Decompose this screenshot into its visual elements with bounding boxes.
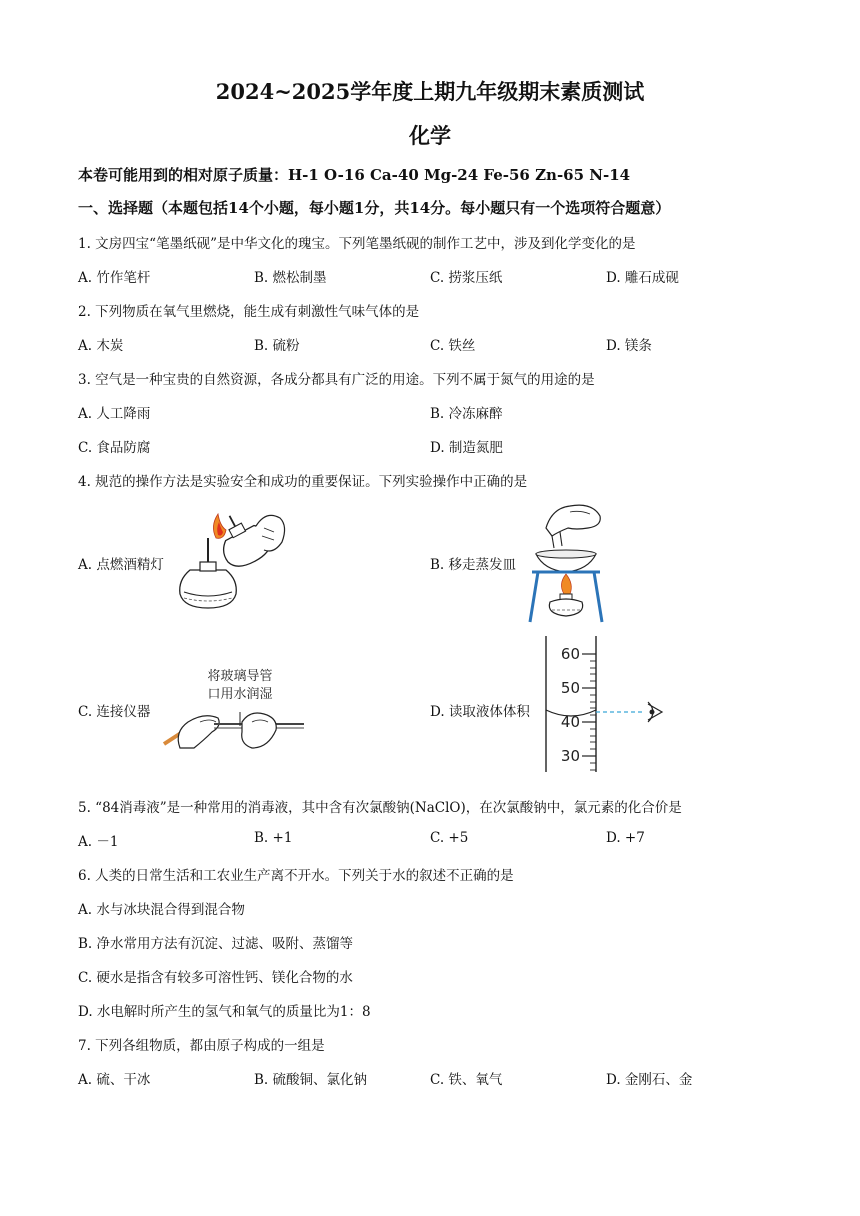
cylinder-tick-60: 60 <box>560 645 580 663</box>
question-7-option-b: B. 硫酸铜、氯化钠 <box>254 1072 368 1088</box>
figure-c-caption-line1: 将玻璃导管 <box>207 669 273 684</box>
question-6-option-d: D. 水电解时所产生的氢气和氧气的质量比为1：8 <box>78 1004 371 1020</box>
question-6-stem: 6. 人类的日常生活和工农业生产离不开水。下列关于水的叙述不正确的是 <box>78 868 514 884</box>
figure-connect-instruments <box>160 660 310 752</box>
question-5-option-a: A. －1 <box>78 834 119 850</box>
question-6-option-c: C. 硬水是指含有较多可溶性钙、镁化合物的水 <box>78 970 353 986</box>
question-2-option-d: D. 镁条 <box>606 338 652 354</box>
section-heading: 一、选择题（本题包括14个小题，每小题1分，共14分。每小题只有一个选项符合题意） <box>78 199 671 217</box>
question-3-option-b: B. 冷冻麻醉 <box>430 406 503 422</box>
question-4-option-c: C. 连接仪器 <box>78 704 151 720</box>
question-7-option-c: C. 铁、氧气 <box>430 1072 503 1088</box>
cylinder-tick-50: 50 <box>560 679 580 697</box>
cylinder-tick-40: 40 <box>560 713 580 731</box>
question-3-option-d: D. 制造氮肥 <box>430 440 503 456</box>
question-5-option-b: B. +1 <box>254 830 293 846</box>
question-5-option-c: C. +5 <box>430 830 469 846</box>
question-5-option-d: D. +7 <box>606 830 645 846</box>
question-1-option-a: A. 竹作笔杆 <box>78 270 151 286</box>
question-2-stem: 2. 下列物质在氧气里燃烧，能生成有刺激性气味气体的是 <box>78 304 420 320</box>
question-6-option-b: B. 净水常用方法有沉淀、过滤、吸附、蒸馏等 <box>78 936 354 952</box>
exam-title: 2024~2025学年度上期九年级期末素质测试 <box>215 79 645 104</box>
question-7-option-d: D. 金刚石、金 <box>606 1072 693 1088</box>
question-4-stem: 4. 规范的操作方法是实验安全和成功的重要保证。下列实验操作中正确的是 <box>78 474 528 490</box>
question-6-option-a: A. 水与冰块混合得到混合物 <box>78 902 245 918</box>
question-3-stem: 3. 空气是一种宝贵的自然资源，各成分都具有广泛的用途。下列不属于氮气的用途的是 <box>78 372 595 388</box>
figure-evaporating-dish <box>524 498 608 624</box>
question-2-option-b: B. 硫粉 <box>254 338 300 354</box>
question-4-option-b: B. 移走蒸发皿 <box>430 557 517 573</box>
question-2-option-c: C. 铁丝 <box>430 338 476 354</box>
question-7-stem: 7. 下列各组物质，都由原子构成的一组是 <box>78 1038 325 1054</box>
question-1-option-b: B. 燃松制墨 <box>254 270 327 286</box>
figure-c-caption-line2: 口用水润湿 <box>207 687 273 702</box>
question-5-stem: 5. “84消毒液”是一种常用的消毒液，其中含有次氯酸钠(NaClO)，在次氯酸钠中，氯元素的化合价是 <box>78 800 682 816</box>
atomic-masses: 本卷可能用到的相对原子质量：H-1 O-16 Ca-40 Mg-24 Fe-56 Zn-65 N-14 <box>78 166 631 184</box>
figure-graduated-cylinder <box>540 636 670 776</box>
question-1-option-c: C. 捞浆压纸 <box>430 270 503 286</box>
question-3-option-a: A. 人工降雨 <box>78 406 151 422</box>
question-1-option-d: D. 雕石成砚 <box>606 270 679 286</box>
figure-alcohol-lamp-lighting <box>170 508 290 613</box>
cylinder-tick-30: 30 <box>560 747 580 765</box>
exam-subject: 化学 <box>409 123 451 148</box>
question-3-option-c: C. 食品防腐 <box>78 440 151 456</box>
question-4-option-a: A. 点燃酒精灯 <box>78 557 164 573</box>
question-1-stem: 1. 文房四宝“笔墨纸砚”是中华文化的瑰宝。下列笔墨纸砚的制作工艺中，涉及到化学变化的是 <box>78 236 636 252</box>
question-7-option-a: A. 硫、干冰 <box>78 1072 151 1088</box>
question-2-option-a: A. 木炭 <box>78 338 124 354</box>
question-4-option-d: D. 读取液体体积 <box>430 704 530 720</box>
